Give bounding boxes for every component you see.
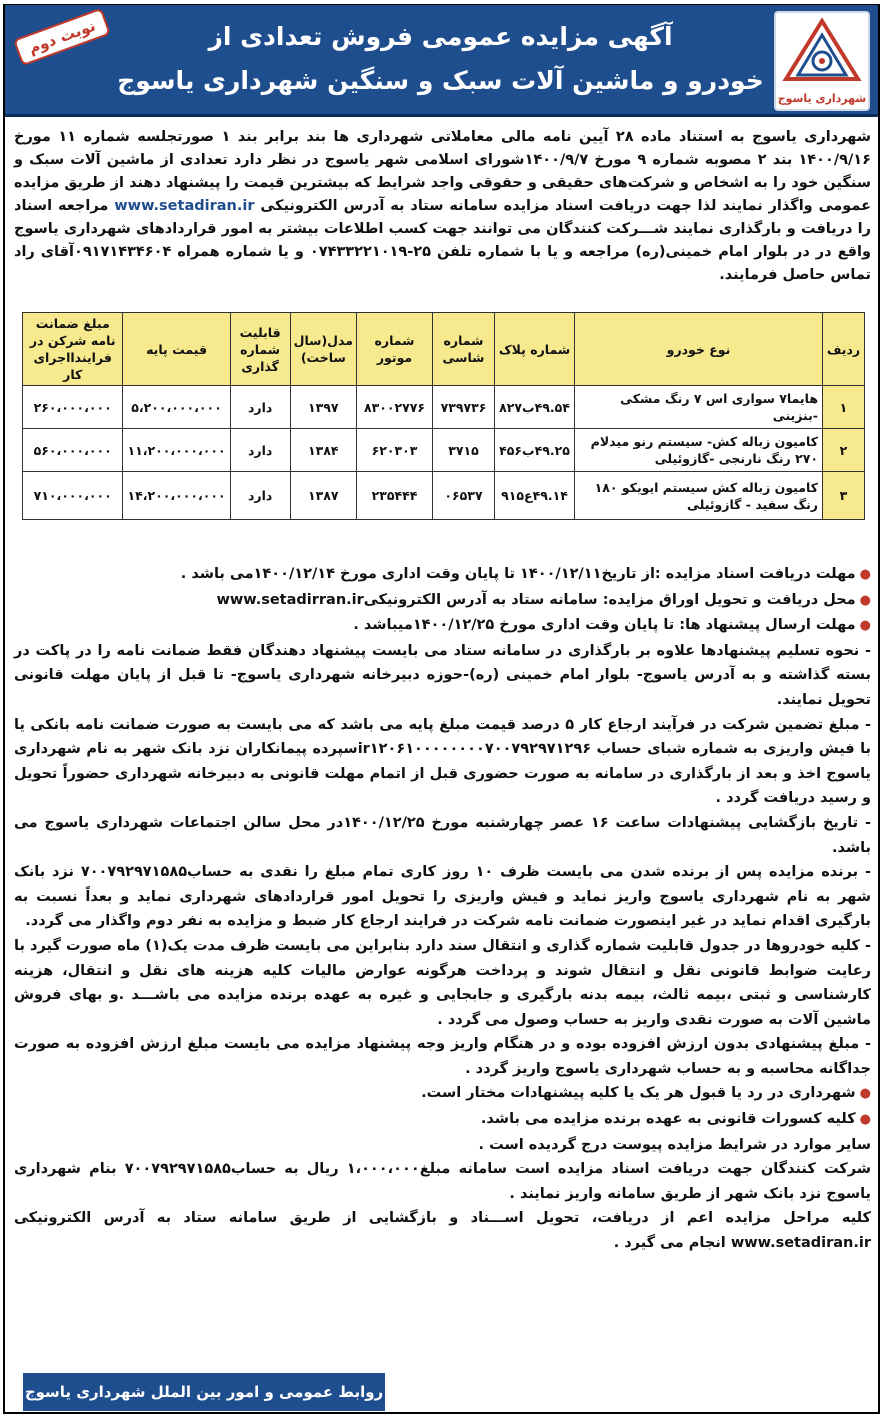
table-header-row xyxy=(23,313,865,386)
notice-header xyxy=(5,5,878,117)
logo-text: شهرداری یاسوج xyxy=(777,92,867,105)
cell-base-price: ۱۴،۲۰۰،۰۰۰،۰۰۰ xyxy=(123,472,230,520)
intro-text-2: مراجعه اسناد را دریافت و بارگذاری نمایند شـــرکت کنندگان می توانند جهت کسب اطلاعات بیشتر به امور قراردادهای شهرداری یاسوج واقع در در بلوار امام خمینی(ره) مراجعه و یا با شماره تلفن ۲۵-۰۷۴۳۳۲۲۱۰۱۹ و یا شماره همراه ۰۹۱۷۱۴۳۴۶۰۴آقای راد تماس حاصل فرمایند. xyxy=(14,198,871,283)
setad-link[interactable]: www.setadiran.ir xyxy=(114,198,255,214)
docs-fee-paragraph: شرکت کنندگان جهت دریافت اسناد مزایده است سامانه مبلغ۱،۰۰۰،۰۰۰ ریال به حساب۷۰۰۷۹۲۹۷۱۵۸۵ بنام شهرداری یاسوج نزد بانک شهر از طریق سامانه واریز نمایند . xyxy=(14,1161,872,1202)
municipality-logo xyxy=(774,11,870,111)
intro-paragraph xyxy=(14,126,871,287)
cell-base-price: ۵،۲۰۰،۰۰۰،۰۰۰ xyxy=(123,386,230,429)
rejection-right-item xyxy=(14,1081,871,1107)
cell-plate-eligibility: دارد xyxy=(230,429,290,472)
cell-guarantee-amount: ۵۶۰،۰۰۰،۰۰۰ xyxy=(23,429,123,472)
transfer-paragraph: - کلیه خودروها در جدول قابلیت شماره گذاری و انتقال سند دارد بنابراین می بایست ظرف مدت یک(۱) ماه صورت گیرد با رعایت ضوابط قانونی نقل و انتقال شوند و پرداخت هرگونه عوارض مالیات کلیه هزینه های نقل و انتقال، هزینه کارشناسی و ثبتی ،بیمه ثالث، بیمه بدنه بارگیری و جابجایی و غیره به عهده برنده مزایده می باشـــد .و بهای فروش ماشین آلات به صورت نقدی واریز به حساب وصول می گردد . xyxy=(14,937,872,1028)
bullet-icon: ● xyxy=(859,1086,871,1102)
col-chassis-number: شماره شاسی xyxy=(433,313,495,386)
other-terms-paragraph: سایر موارد در شرایط مزایده پیوست درج گردیده است . xyxy=(478,1136,871,1153)
guarantee-paragraph: - مبلغ تضمین شرکت در فرآیند ارجاع کار ۵ درصد قیمت مبلغ پایه می باشد که می بایست به صورت ضمانت نامه بانکی یا با فیش واریزی به شماره شبای حساب ir۱۲۰۶۱۰۰۰۰۰۰۰۰۷۰۰۷۹۲۹۷۱۲۹۶سپرده پیمانکاران نزد بانک شهر به نام شهرداری یاسوج اخذ و بعد از بارگذاری در سامانه به صورت حضوری قبل از اتمام مهلت قانونی به دبیرخانه شهرداری حضوراً تحویل و رسید دریافت گردد . xyxy=(14,716,871,807)
cell-engine-number: ۸۳۰۰۲۷۷۶ xyxy=(357,386,433,429)
cell-plate-number: ۴۹.۲۵ب۴۵۶ xyxy=(495,429,575,472)
table-row xyxy=(23,386,865,429)
cell-plate-number: ۴۹.۱۴ع۹۱۵ xyxy=(495,472,575,520)
public-relations-footer: روابط عمومی و امور بین الملل شهرداری یاسوج xyxy=(23,1373,385,1411)
legal-deductions-item xyxy=(14,1107,871,1133)
col-engine-number: شماره موتور xyxy=(357,313,433,386)
cell-vehicle-type: هایما۷ سواری اس ۷ رنگ مشکی -بنزینی xyxy=(575,386,823,429)
process-tail: انجام می گیرد . xyxy=(613,1235,726,1252)
docs-location-text: محل دریافت و تحویل اوراق مزایده: سامانه ستاد به آدرس الکترونیکی xyxy=(363,591,856,608)
setadirran-link[interactable]: www.setadirran.ir xyxy=(216,591,364,608)
cell-base-price: ۱۱،۲۰۰،۰۰۰،۰۰۰ xyxy=(123,429,230,472)
notice-title xyxy=(115,15,766,103)
deadline-docs-item xyxy=(14,562,871,588)
conditions-body xyxy=(14,562,871,1256)
round-badge: نوبت دوم xyxy=(13,8,111,66)
cell-vehicle-type: کامیون زباله کش- سیستم رنو میدلام ۲۷۰ رنگ نارنجی -گازوئیلی xyxy=(575,429,823,472)
cell-plate-eligibility: دارد xyxy=(230,472,290,520)
submission-method-paragraph: - نحوه تسلیم پیشنهادها علاوه بر بارگذاری در سامانه ستاد می بایست پیشنهاد دهندگان فقط ضمانت نامه را در پاکت در بسته گذاشته و به آدرس یاسوج- بلوار امام خمینی (ره)-حوزه دبیرخانه شهرداری یاسوج- تا قبل از پایان مهلت قانونی تحویل نمایند. xyxy=(14,642,871,708)
vehicles-table xyxy=(22,312,865,520)
title-line-2: خودرو و ماشین آلات سبک و سنگین شهرداری یاسوج xyxy=(117,66,764,95)
cell-model-year: ۱۳۸۴ xyxy=(290,429,356,472)
rejection-right-text: شهرداری در رد یا قبول هر یک یا کلیه پیشنهادات مختار است. xyxy=(421,1085,856,1102)
col-model-year: مدل(سال ساخت) xyxy=(290,313,356,386)
cell-model-year: ۱۳۹۷ xyxy=(290,386,356,429)
cell-row-number: ۲ xyxy=(823,429,865,472)
cell-guarantee-amount: ۷۱۰،۰۰۰،۰۰۰ xyxy=(23,472,123,520)
cell-row-number: ۱ xyxy=(823,386,865,429)
cell-plate-number: ۴۹.۵۴ب۸۲۷ xyxy=(495,386,575,429)
col-plate-number: شماره پلاک xyxy=(495,313,575,386)
bullet-icon: ● xyxy=(859,1112,871,1128)
logo-emblem-icon xyxy=(782,17,862,89)
vat-paragraph: - مبلغ پیشنهادی بدون ارزش افزوده بوده و در هنگام واریز وجه پیشنهاد مزایده می بایست مبلغ ارزش افزوده به صورت جداگانه محاسبه و به حساب شهرداری یاسوج واریز گردد . xyxy=(14,1036,871,1077)
table-row xyxy=(23,472,865,520)
cell-vehicle-type: کامیون زباله کش سیستم ایویکو ۱۸۰ رنگ سفید - گازوئیلی xyxy=(575,472,823,520)
process-text: کلیه مراحل مزایده اعم از دریافت، تحویل اســـناد و بازگشایی از طریق سامانه ستاد به آدرس الکترونیکی xyxy=(14,1210,871,1227)
cell-engine-number: ۲۳۵۴۴۴ xyxy=(357,472,433,520)
col-plate-eligibility: قابلیت شماره گذاری xyxy=(230,313,290,386)
setadiran-link-2[interactable]: www.setadiran.ir xyxy=(730,1235,871,1252)
legal-deductions-text: کلیه کسورات قانونی به عهده برنده مزایده می باشد. xyxy=(480,1111,856,1128)
winner-payment-paragraph: - برنده مزایده پس از برنده شدن می بایست ظرف ۱۰ روز کاری تمام مبلغ را نقدی به حساب۷۰۰۷۹۲۹۷۱۵۸۵ نزد بانک شهر به نام شهرداری یاسوج واریز نماید و فیش واریزی را تحویل امور قراردادهای شهرداری نماید و بعداً نسبت به بارگیری اقدام نماید در غیر اینصورت ضمانت نامه شرکت در فرایند ارجاع کار ضبط و مزایده به نفر دوم واگذار می گردد. xyxy=(14,864,871,930)
col-vehicle-type: نوع خودرو xyxy=(575,313,823,386)
title-line-1: آگهی مزایده عمومی فروش تعدادی از xyxy=(208,22,673,51)
deadline-offers-item xyxy=(14,613,871,639)
cell-chassis-number: ۳۷۱۵ xyxy=(433,429,495,472)
bullet-icon: ● xyxy=(859,567,871,582)
col-guarantee-amount: مبلغ ضمانت نامه شرکن در فرایندااجرای کار xyxy=(23,313,123,386)
cell-engine-number: ۶۲۰۳۰۳ xyxy=(357,429,433,472)
cell-plate-eligibility: دارد xyxy=(230,386,290,429)
cell-chassis-number: ۷۳۹۷۳۶ xyxy=(433,386,495,429)
cell-chassis-number: ۰۶۵۳۷ xyxy=(433,472,495,520)
cell-model-year: ۱۳۸۷ xyxy=(290,472,356,520)
process-paragraph xyxy=(14,1206,871,1255)
docs-location-item xyxy=(14,588,871,614)
intro-text-1: شهرداری یاسوج به استناد ماده ۲۸ آیین نامه مالی معاملاتی شهرداری ها بند برابر بند ۱ صورتجلسه شماره ۱۱ مورخ ۱۴۰۰/۹/۱۶ بند ۲ مصوبه شماره ۹ مورخ ۱۴۰۰/۹/۷شورای اسلامی شهر یاسوج در نظر دارد تعدادی از ماشین آلات سبک و سنگین خود را به اشخاص و شرکت‌های حقیقی و حقوقی واجد شرایط که بیشترین قیمت را پیشنهاد دهند از طریق مزایده عمومی واگذار نمایند لذا جهت دریافت اسناد مزایده سامانه ستاد به آدرس الکترونیکی xyxy=(14,129,871,214)
deadline-docs-text: مهلت دریافت اسناد مزایده :از تاریخ۱۴۰۰/۱۲/۱۱ تا پایان وقت اداری مورخ ۱۴۰۰/۱۲/۱۴می باشد . xyxy=(180,566,856,582)
opening-date-paragraph: - تاریخ بازگشایی پیشنهادات ساعت ۱۶ عصر چهارشنبه مورخ ۱۴۰۰/۱۲/۲۵در محل سالن اجتماعات شهرداری یاسوج می باشد. xyxy=(14,814,871,856)
col-row-number: ردیف xyxy=(823,313,865,386)
cell-row-number: ۳ xyxy=(823,472,865,520)
bullet-icon: ● xyxy=(859,592,871,608)
deadline-offers-text: مهلت ارسال پیشنهاد ها: تا پایان وقت اداری مورخ ۱۴۰۰/۱۲/۲۵میباشد . xyxy=(353,617,856,634)
bullet-icon: ● xyxy=(859,618,871,634)
col-base-price: قیمت پایه xyxy=(123,313,230,386)
cell-guarantee-amount: ۲۶۰،۰۰۰،۰۰۰ xyxy=(23,386,123,429)
table-row xyxy=(23,429,865,472)
